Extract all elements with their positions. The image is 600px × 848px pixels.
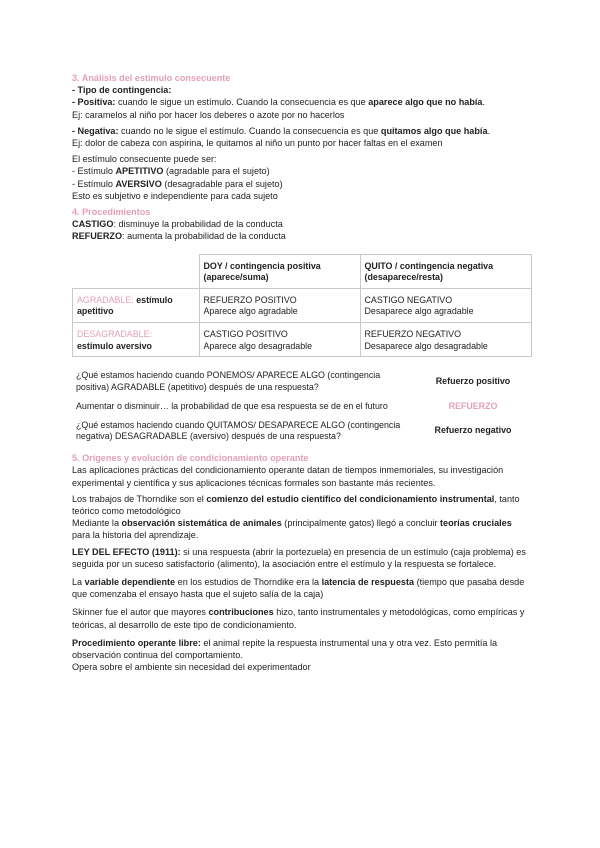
refuerzo-definition: REFUERZO: aumenta la probabilidad de la conducta <box>72 231 286 242</box>
section-5-heading: 5. Orígenes y evolución de condicionamiento operante <box>72 453 309 464</box>
question-row <box>72 418 532 449</box>
procedures-table <box>72 254 532 358</box>
paragraph: Opera sobre el ambiente sin necesidad del experimentador <box>72 662 311 673</box>
question-text: ¿Qué estamos haciendo cuando PONEMOS/ APARECE ALGO (contingencia positiva) AGRADABLE (apetitivo) después de una respuesta? <box>76 370 381 392</box>
questions-table <box>72 368 532 448</box>
question-text: Aumentar o disminuir… la probabilidad de que esa respuesta se de en el futuro <box>76 400 388 411</box>
subjetivo-text: Esto es subjetivo e independiente para cada sujeto <box>72 190 278 201</box>
paragraph: Skinner fue el autor que mayores contribuciones hizo, tanto instrumentales y metodológicas, como empíricas y teóricas, al desarrollo de este tipo de condicionamiento. <box>72 607 525 630</box>
table-row-label: AGRADABLE: estímulo apetitivo <box>73 288 200 322</box>
apetitivo-line: - Estímulo APETITIVO (agradable para el sujeto) <box>72 166 270 177</box>
question-answer: Refuerzo positivo <box>435 376 511 387</box>
positiva-example: Ej: caramelos al niño por hacer los deberes o azote por no hacerlos <box>72 109 345 120</box>
table-row-label: DESAGRADABLE: estímulo aversivo <box>73 323 200 357</box>
table-cell: CASTIGO POSITIVO Aparece algo desagradable <box>199 323 360 357</box>
negativa-line: - Negativa: cuando no le sigue el estímulo. Cuando la consecuencia es que quitamos algo que había. <box>72 125 491 136</box>
table-cell: CASTIGO NEGATIVO Desaparece algo agradable <box>360 288 532 322</box>
tipo-contingencia-label: - Tipo de contingencia: <box>72 85 172 96</box>
puede-ser-text: El estímulo consecuente puede ser: <box>72 154 217 165</box>
question-text: ¿Qué estamos haciendo cuando QUITAMOS/ DESAPARECE ALGO (contingencia negativa) DESAGRADABLE (aversivo) después de una respuesta? <box>76 419 401 442</box>
document-page <box>72 72 532 673</box>
table-header-row <box>73 254 532 288</box>
paragraph: Los trabajos de Thorndike son el comienzo del estudio científico del condicionamiento instrumental, tanto teórico como metodológico <box>72 493 520 516</box>
question-answer: Refuerzo negativo <box>434 425 512 436</box>
table-header-cell: QUITO / contingencia negativa (desaparece/resta) <box>360 254 532 288</box>
table-corner-cell <box>73 254 200 288</box>
table-header-cell: DOY / contingencia positiva (aparece/suma) <box>199 254 360 288</box>
paragraph: La variable dependiente en los estudios de Thorndike era la latencia de respuesta (tiempo que pasaba desde que comenzaba el ensayo hasta que el sujeto salía de la caja) <box>72 577 525 600</box>
table-cell: REFUERZO NEGATIVO Desaparece algo desagradable <box>360 323 532 357</box>
table-row <box>73 288 532 322</box>
table-cell: REFUERZO POSITIVO Aparece algo agradable <box>199 288 360 322</box>
section-4-heading: 4. Procedimientos <box>72 207 151 218</box>
negativa-example: Ej: dolor de cabeza con aspirina, le quitamos al niño un punto por hacer faltas en el examen <box>72 138 443 149</box>
paragraph: Mediante la observación sistemática de animales (principalmente gatos) llegó a concluir teorías cruciales para la historia del aprendizaje. <box>72 518 512 541</box>
castigo-definition: CASTIGO: disminuye la probabilidad de la conducta <box>72 219 283 230</box>
question-row <box>72 399 532 418</box>
paragraph: LEY DEL EFECTO (1911): si una respuesta (abrir la portezuela) en presencia de un estímulo (caja problema) es seguida por un suceso satisfactorio (alimento), la asociación entre el estímulo y la respuesta se fortalece. <box>72 546 526 569</box>
paragraph: Procedimiento operante libre: el animal repite la respuesta instrumental una y otra vez. Esto permitía la observación continua del comportamiento. <box>72 637 498 661</box>
paragraph: Las aplicaciones prácticas del condicionamiento operante datan de tiempos inmemoriales, su investigación experimental y científica y sus aplicaciones técnicas formales son bastante más recientes. <box>72 465 504 488</box>
question-row <box>72 368 532 399</box>
aversivo-line: - Estímulo AVERSIVO (desagradable para el sujeto) <box>72 178 283 189</box>
section-3-heading: 3. Análisis del estímulo consecuente <box>72 73 231 83</box>
positiva-line: - Positiva: cuando le sigue un estímulo. Cuando la consecuencia es que aparece algo que no había. <box>72 97 485 108</box>
question-answer: REFUERZO <box>448 400 498 411</box>
table-row <box>73 323 532 357</box>
